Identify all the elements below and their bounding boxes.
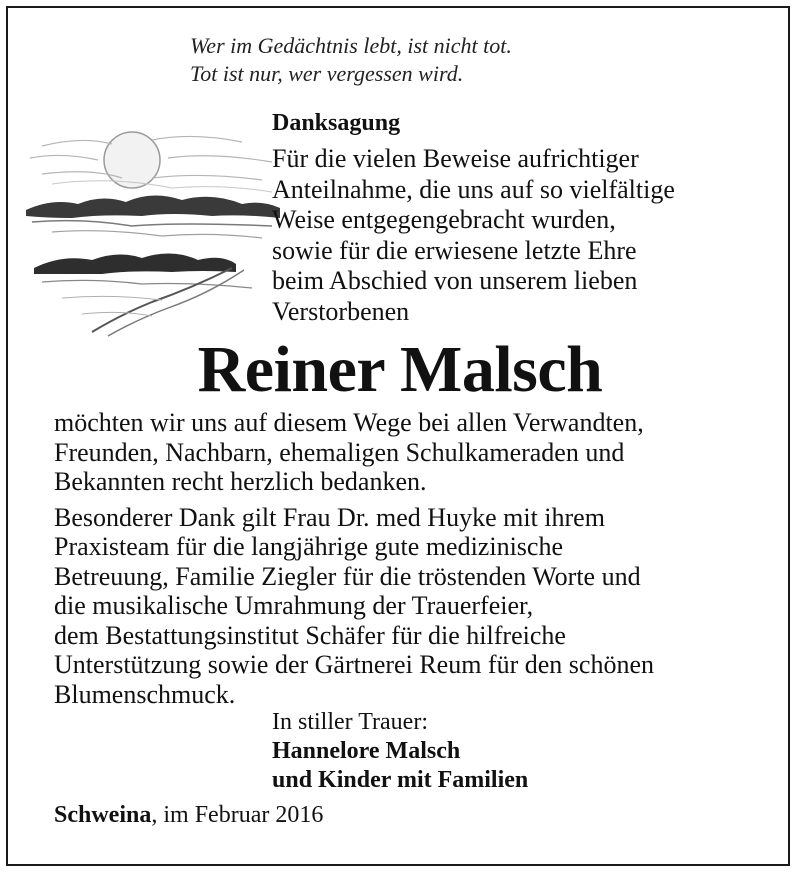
intro-line: Verstorbenen [272,296,410,326]
intro-line: Anteilnahme, die uns auf so vielfältige [272,174,675,204]
motto-line-1: Wer im Gedächtnis lebt, ist nicht tot. [190,33,512,58]
body-line: die musikalische Umrahmung der Trauerfeier, [54,591,534,620]
body-line: Bekannten recht herzlich bedanken. [54,467,427,496]
intro-line: sowie für die erwiesene letzte Ehre [272,235,637,265]
sunset-landscape-illustration [22,118,284,340]
signature [272,708,528,795]
place-date [54,800,323,830]
body-line: Blumenschmuck. [54,679,236,709]
body-line: Besonderer Dank gilt Frau Dr. med Huyke mit ihrem [54,502,605,532]
motto [190,32,512,88]
thanks-title: Danksagung [272,110,401,136]
motto-line-2: Tot ist nur, wer vergessen wird. [190,61,464,86]
date: , im Februar 2016 [151,802,324,828]
body-line: dem Bestattungsinstitut Schäfer für die hilfreiche [54,620,566,650]
intro-line: Weise entgegengebracht wurden, [272,205,616,234]
body-line: möchten wir uns auf diesem Wege bei allen Verwandten, [54,408,644,437]
body-line: Unterstützung sowie der Gärtnerei Reum für den schönen [54,650,654,679]
deceased-name: Reiner Malsch [197,333,603,406]
intro-line: Für die vielen Beweise aufrichtiger [272,144,639,173]
signature-family: und Kinder mit Familien [272,767,529,793]
body-paragraph-1 [54,408,794,497]
signature-name: Hannelore Malsch [272,738,461,764]
place: Schweina [54,802,152,828]
intro-line: beim Abschied von unserem lieben [272,266,638,295]
body-line: Betreuung, Familie Ziegler für die tröstenden Worte und [54,561,641,591]
thanks-intro [272,144,792,327]
body-line: Freunden, Nachbarn, ehemaligen Schulkameraden und [54,437,625,467]
thanks-body [54,408,794,715]
body-line: Praxisteam für die langjährige gute medizinische [54,532,563,561]
signature-intro: In stiller Trauer: [272,709,428,735]
body-paragraph-2 [54,503,794,710]
